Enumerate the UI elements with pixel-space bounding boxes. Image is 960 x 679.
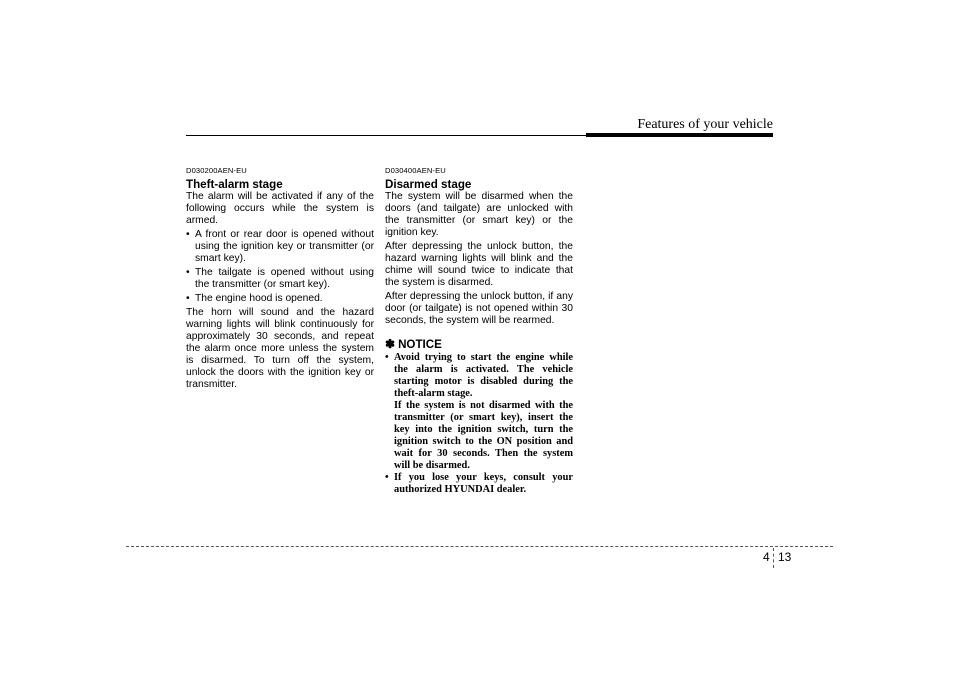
- section-code: D030200AEN-EU: [186, 166, 247, 175]
- paragraph: After depressing the unlock button, if any door (or tailgate) is not opened within 30 seconds, the system will be rearmed.: [385, 291, 573, 326]
- footer-divider: [773, 548, 774, 568]
- asterisk-icon: ✽: [385, 337, 396, 351]
- notice-list: [385, 352, 573, 496]
- chapter-number: 4: [763, 550, 770, 564]
- list-item: • The engine hood is opened.: [186, 293, 374, 305]
- list-item: • If you lose your keys, consult your authorized HYUNDAI dealer.: [385, 472, 573, 496]
- notice-text: • Avoid trying to start the engine while the alarm is activated. The vehicle starting motor is disabled during the theft-alarm stage.: [394, 352, 573, 399]
- left-column: [186, 166, 374, 391]
- page-number: 13: [778, 550, 792, 564]
- right-column: [385, 166, 573, 496]
- footer-rule: [126, 546, 833, 547]
- paragraph: After depressing the unlock button, the hazard warning lights will blink and the chime will sound twice to indicate that the system is disarmed.: [385, 241, 573, 288]
- list-item: • The tailgate is opened without using the transmitter (or smart key).: [186, 267, 374, 291]
- notice-title: NOTICE: [398, 338, 442, 351]
- outro-paragraph: The horn will sound and the hazard warning lights will blink continuously for approximately 30 seconds, and repeat the alarm once more unless the system is disarmed. To turn off the system, unlock the doors with the ignition key or transmitter.: [186, 307, 374, 390]
- list-item: • A front or rear door is opened without using the ignition key or transmitter (or smart key).: [186, 229, 374, 265]
- list-item: [385, 352, 573, 472]
- notice-text: If the system is not disarmed with the transmitter (or smart key), insert the key into the ignition switch, turn the ignition switch to the ON position and wait for 30 seconds. Then the system will be disarmed.: [394, 400, 573, 471]
- paragraph: The system will be disarmed when the doors (and tailgate) are unlocked with the transmitter (or smart key) or the ignition key.: [385, 191, 573, 238]
- intro-paragraph: The alarm will be activated if any of the following occurs while the system is armed.: [186, 191, 374, 226]
- section-heading: Disarmed stage: [385, 178, 472, 191]
- trigger-list: [186, 229, 374, 305]
- header-rule-accent: [586, 133, 773, 137]
- section-title: Features of your vehicle: [637, 117, 773, 132]
- section-code: D030400AEN-EU: [385, 166, 446, 175]
- notice-heading: [385, 338, 573, 351]
- section-heading: Theft-alarm stage: [186, 178, 283, 191]
